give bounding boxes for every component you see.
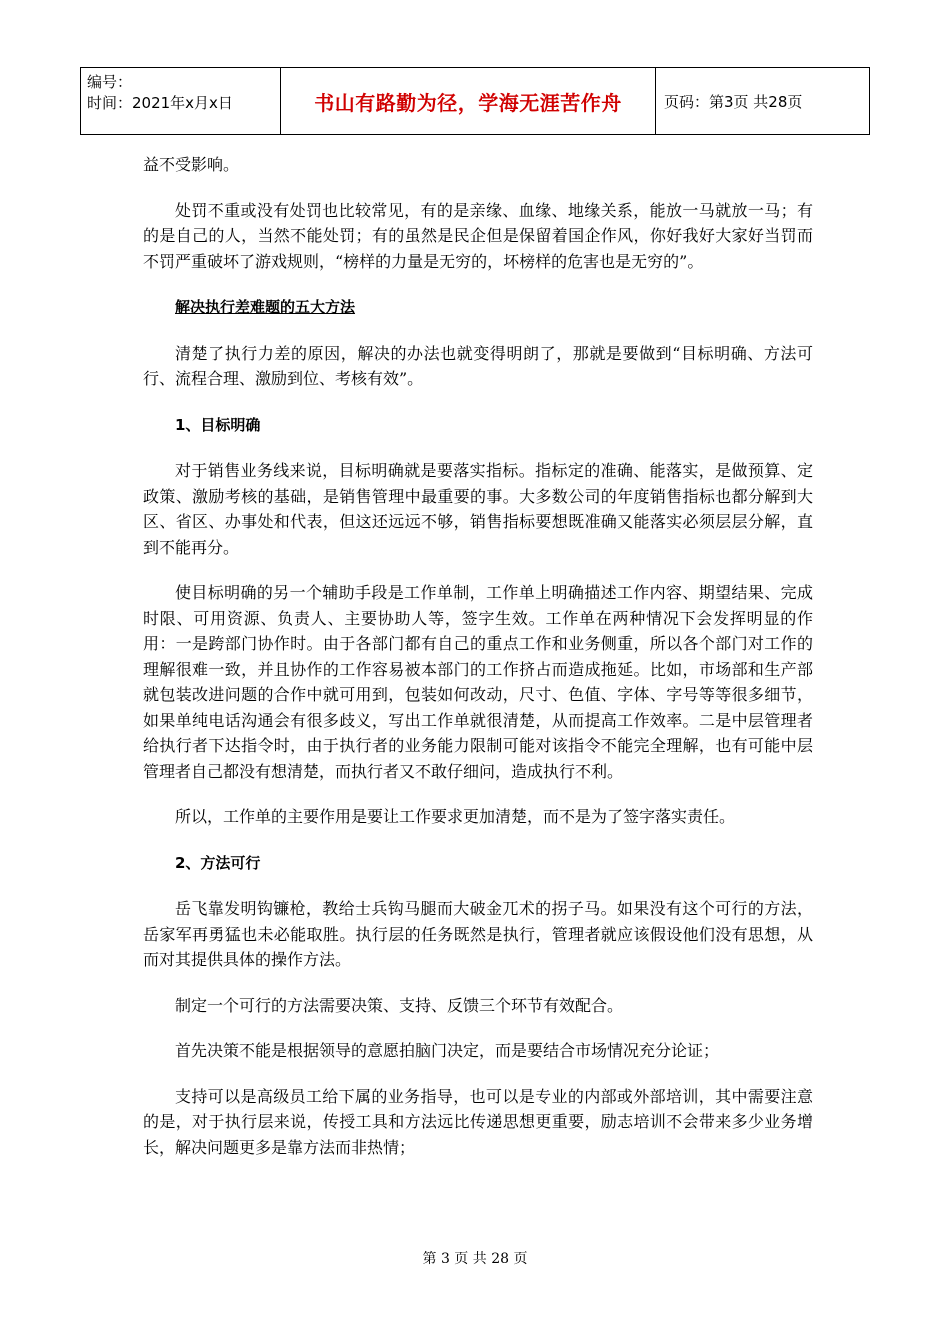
document-body — [143, 152, 813, 1160]
paragraph: 对于销售业务线来说，目标明确就是要落实指标。指标定的准确、能落实，是做预算、定政策、激励考核的基础，是销售管理中最重要的事。大多数公司的年度销售指标也都分解到大区、省区、办事处和代表，但这还远远不够，销售指标要想既准确又能落实必须层层分解，直到不能再分。 — [143, 461, 813, 557]
subheading-text: 1、目标明确 — [175, 415, 261, 434]
paragraph: 首先决策不能是根据领导的意愿拍脑门决定，而是要结合市场情况充分论证； — [175, 1041, 720, 1060]
paragraph: 所以，工作单的主要作用是要让工作要求更加清楚，而不是为了签字落实责任。 — [175, 807, 736, 826]
section-title — [143, 294, 813, 321]
header-motto: 书山有路勤为径，学海无涯苦作舟 — [281, 68, 656, 134]
header-table — [80, 67, 870, 135]
subheading-text: 2、方法可行 — [175, 853, 261, 872]
subheading — [143, 850, 813, 877]
paragraph: 清楚了执行力差的原因，解决的办法也就变得明朗了，那就是要做到“目标明确、方法可行、流程合理、激励到位、考核有效”。 — [143, 343, 813, 388]
document-number-label: 编号： — [87, 73, 133, 91]
paragraph-continued: 益不受影响。 — [143, 155, 240, 174]
paragraph: 制定一个可行的方法需要决策、支持、反馈三个环节有效配合。 — [175, 995, 624, 1015]
paragraph: 处罚不重或没有处罚也比较常见，有的是亲缘、血缘、地缘关系，能放一马就放一马；有的是自己的人，当然不能处罚；有的虽然是民企但是保留着国企作风，你好我好大家好当罚而不罚严重破坏了游戏规则，“榜样的力量是无穷的，坏榜样的危害也是无穷的”。 — [143, 200, 813, 271]
subheading — [143, 412, 813, 439]
section-title-text: 解决执行差难题的五大方法 — [175, 298, 356, 316]
header-page-info: 页码：第3页 共28页 — [664, 92, 803, 111]
paragraph: 岳飞靠发明钩镰枪，教给士兵钩马腿而大破金兀术的拐子马。如果没有这个可行的方法，岳家军再勇猛也未必能取胜。执行层的任务既然是执行，管理者就应该假设他们没有思想，从而对其提供具体的操作方法。 — [143, 899, 813, 969]
paragraph: 使目标明确的另一个辅助手段是工作单制，工作单上明确描述工作内容、期望结果、完成时限、可用资源、负责人、主要协助人等，签字生效。工作单在两种情况下会发挥明显的作用：一是跨部门协作时。由于各部门都有自己的重点工作和业务侧重，所以各个部门对工作的理解很难一致，并且协作的工作容易被本部门的工作挤占而造成拖延。比如，市场部和生产部就包装改进问题的合作中就可用到，包装如何改动，尺寸、色值、字体、字号等等很多细节，如果单纯电话沟通会有很多歧义，写出工作单就很清楚，从而提高工作效率。二是中层管理者给执行者下达指令时，由于执行者的业务能力限制可能对该指令不能完全理解，也有可能中层管理者自己都没有想清楚，而执行者又不敢仔细问，造成执行不利。 — [143, 583, 813, 781]
page-footer: 第 3 页 共 28 页 — [422, 1251, 528, 1267]
paragraph: 支持可以是高级员工给下属的业务指导，也可以是专业的内部或外部培训，其中需要注意的是，对于执行层来说，传授工具和方法远比传递思想更重要，励志培训不会带来多少业务增长，解决问题更多是靠方法而非热情； — [143, 1086, 813, 1157]
header-meta-cell — [81, 68, 281, 134]
document-date: 时间：2021年x月x日 — [87, 94, 233, 112]
